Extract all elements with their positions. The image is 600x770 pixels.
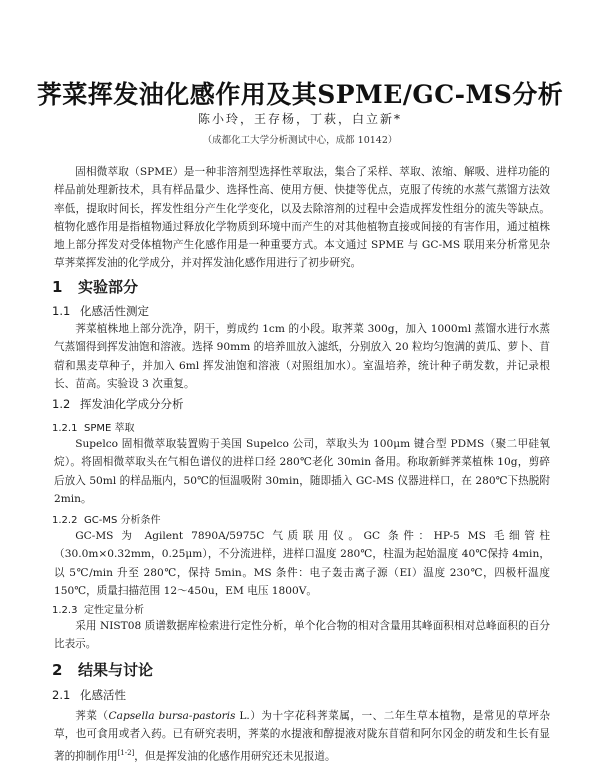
section-title: SPME 萃取 (84, 423, 135, 434)
subsection-heading-1-2-3 (52, 601, 144, 616)
subsection-heading-1-1 (52, 303, 149, 319)
section-title: 实验部分 (78, 278, 139, 296)
text-run: L.）为十字花科荠菜属，一、二年生草本植物，是常见的草坪杂草，也可食用或者入药。已有研究表明，荠菜的水提液和醇提液对陇东苜蓿和阿尔冈金的萌发和生长有显著的抑制作用 (54, 710, 550, 763)
paragraph-1-2-1: Supelco 固相微萃取装置购于美国 Supelco 公司，萃取头为 100μm 键合型 PDMS（聚二甲硅氧烷）。将固相微萃取头在气相色谱仪的进样口经 280℃老化 30min 备用。称取新鲜荠菜植株 10g，剪碎后放入 50ml 的样品瓶内，50℃的恒温吸附 30min，随即插入 GC-MS 仪器进样口，在 280℃下热脱附 2min。 (54, 438, 550, 505)
subsection-heading-1-2-2 (52, 511, 161, 526)
section-number: 1.2 (52, 397, 71, 411)
section-title: 定性定量分析 (84, 605, 144, 616)
subsection-heading-1-2-1 (52, 419, 135, 434)
section-heading-2 (52, 659, 153, 680)
section-number: 1 (52, 278, 63, 296)
affiliation: （成都化工大学分析测试中心，成都 10142） (202, 135, 398, 146)
paragraph-1-2-3: 采用 NIST08 质谱数据库检索进行定性分析，单个化合物的相对含量用其峰面积相对总峰面积的百分比表示。 (54, 620, 550, 651)
paragraph-1-2-2: GC-MS 为 Agilent 7890A/5975C 气质联用仪。GC 条件：HP-5 MS 毛细管柱（30.0m×0.32mm，0.25μm），不分流进样，进样口温度 280℃，柱温为起始温度 40℃保持 4min，以 5℃/min 升至 280℃，保持 5min。MS 条件：电子轰击离子源（EI）温度 230℃，四极杆温度 150℃，质量扫描范围 12～450u，EM 电压 1800V。 (54, 530, 550, 597)
section-number: 1.2.1 (52, 423, 78, 434)
section-title: 化感活性测定 (80, 304, 149, 318)
section-number: 2.1 (52, 688, 71, 702)
abstract-paragraph: 固相微萃取（SPME）是一种非溶剂型选择性萃取法，集合了采样、萃取、浓缩、解吸、进样功能的样品前处理新技术，具有样品量少、选择性高、使用方便、快捷等优点，克服了传统的水蒸气蒸馏方法效率低，提取时间长，挥发性组分产生化学变化，以及去除溶剂的过程中会造成挥发性组分的流失等缺点。植物化感作用是指植物通过释放化学物质到环境中而产生的对其他植物直接或间接的有害作用，通过植株地上部分挥发对受体植物产生化感作用是一种重要方式。本文通过 SPME 与 GC-MS 联用来分析常见杂草荠菜挥发油的化学成分，并对挥发油化感作用进行了初步研究。 (54, 166, 550, 270)
subsection-heading-1-2 (52, 396, 184, 412)
paragraph-1-1: 荠菜植株地上部分洗净，阴干，剪成约 1cm 的小段。取荠菜 300g，加入 1000ml 蒸馏水进行水蒸气蒸馏得到挥发油饱和溶液。选择 90mm 的培养皿放入滤纸，分别放入 20 粒均匀饱满的黄瓜、萝卜、苜蓿和黑麦草种子，并加入 6ml 挥发油饱和溶液（对照组加水）。室温培养，统计种子萌发数，并记录根长、苗高。实验设 3 次重复。 (54, 323, 550, 390)
latin-species-name: Capsella bursa-pastoris (108, 710, 236, 722)
section-number: 1.2.2 (52, 515, 78, 526)
paper-title: 荠菜挥发油化感作用及其SPME/GC-MS分析 (36, 80, 564, 109)
subsection-heading-2-1 (52, 687, 126, 703)
paragraph-2-1 (54, 707, 550, 765)
text-run: 荠菜（ (75, 710, 109, 722)
section-number: 1.2.3 (52, 605, 78, 616)
text-run: ，但是挥发油的化感作用研究还未见报道。 (134, 750, 336, 763)
section-title: GC-MS 分析条件 (84, 515, 161, 526)
section-title: 挥发油化学成分分析 (80, 397, 184, 411)
section-heading-1 (52, 276, 138, 297)
citation-reference: [1-2] (117, 748, 135, 757)
section-number: 1.1 (52, 304, 71, 318)
author-list: 陈小玲，王存杨，丁萩，白立新* (197, 112, 402, 126)
section-title: 结果与讨论 (78, 661, 154, 679)
section-title: 化感活性 (80, 688, 126, 702)
section-number: 2 (52, 661, 63, 679)
